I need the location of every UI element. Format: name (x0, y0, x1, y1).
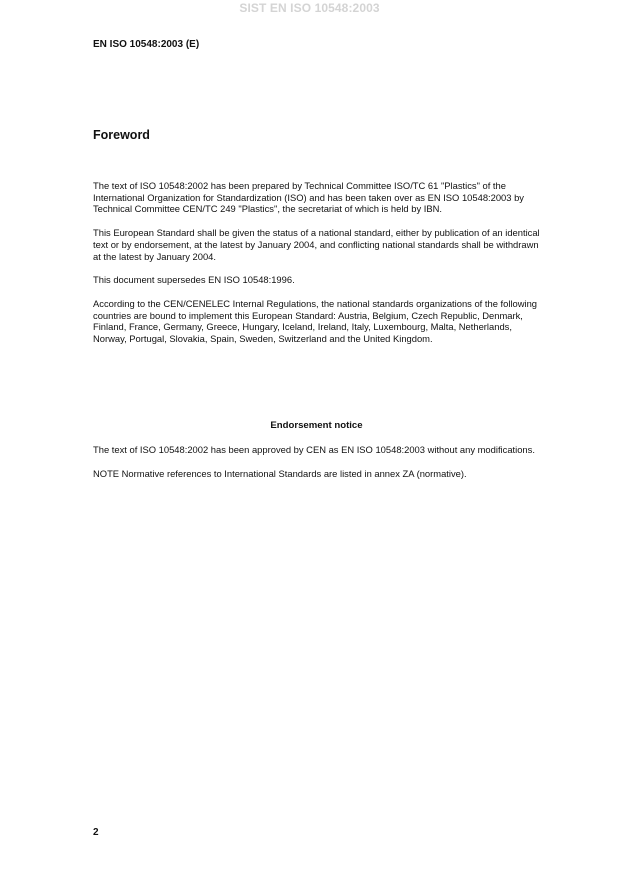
page-number: 2 (93, 827, 99, 838)
endorsement-paragraph-1: The text of ISO 10548:2002 has been approved by CEN as EN ISO 10548:2003 without any modifications. (93, 444, 535, 455)
document-id-header: EN ISO 10548:2003 (E) (93, 39, 200, 50)
foreword-paragraph-1: The text of ISO 10548:2002 has been prepared by Technical Committee ISO/TC 61 "Plastics" of the International Organization for Standardization (ISO) and has been taken over as EN ISO 10548:2003 by Technical Committee CEN/TC 249 "Plastics", the secretariat of which is held by IBN. (93, 180, 524, 215)
foreword-paragraph-2: This European Standard shall be given the status of a national standard, either by publication of an identical text or by endorsement, at the latest by January 2004, and conflicting national standards shall be withdrawn at the latest by January 2004. (93, 227, 540, 262)
foreword-paragraph-4: According to the CEN/CENELEC Internal Regulations, the national standards organizations of the following countries are bound to implement this European Standard: Austria, Belgium, Czech Republic, Denmark, Finland, France, Germany, Greece, Hungary, Iceland, Ireland, Italy, Luxembourg, Malta, Netherlands, Norway, Portugal, Slovakia, Spain, Sweden, Switzerland and the United Kingdom. (93, 297, 538, 345)
endorsement-body (93, 444, 540, 491)
endorsement-notice-title: Endorsement notice (270, 420, 363, 431)
endorsement-note: NOTE Normative references to International Standards are listed in annex ZA (normative). (93, 467, 467, 479)
foreword-body (93, 180, 540, 357)
foreword-paragraph-3: This document supersedes EN ISO 10548:1996. (93, 274, 295, 286)
foreword-title: Foreword (93, 128, 150, 142)
watermark: SIST EN ISO 10548:2003 (239, 1, 380, 15)
